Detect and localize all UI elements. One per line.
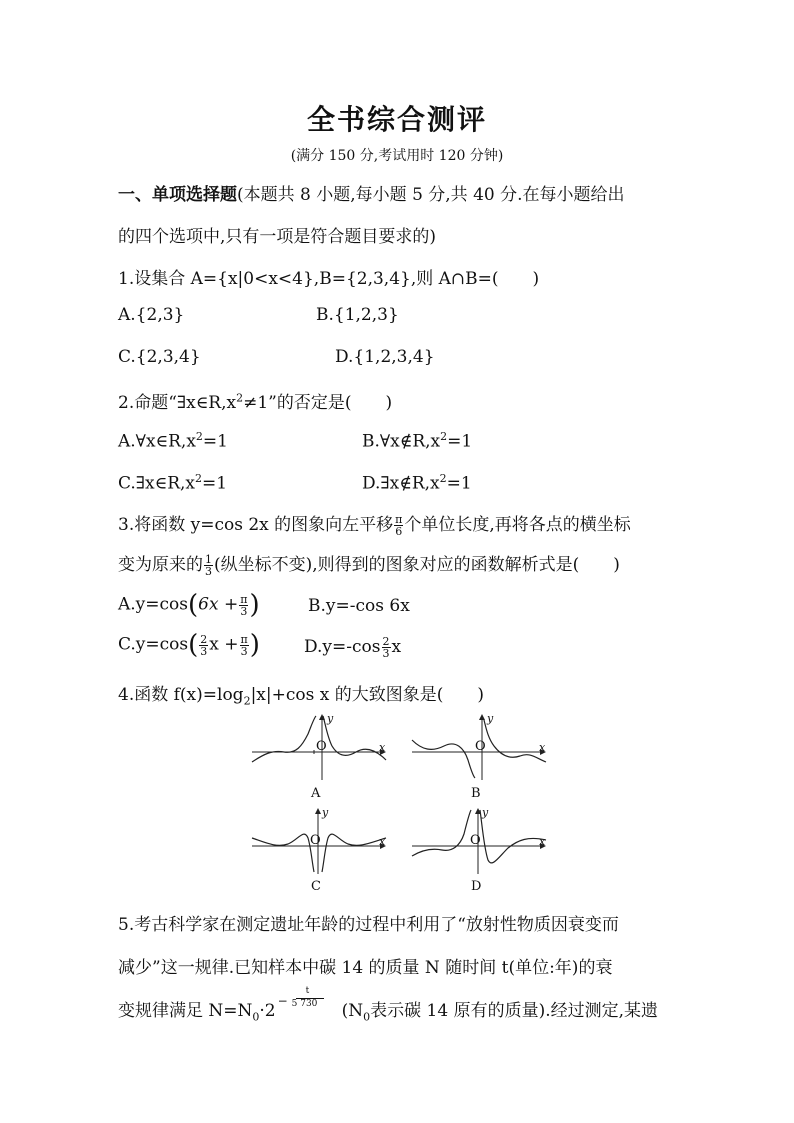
frac-numerator: 2 (200, 632, 208, 646)
fraction-two-thirds (382, 636, 391, 659)
q2-a-text: A.∀x∈R,x (118, 431, 196, 452)
q2-stem-exponent: 2 (236, 391, 244, 405)
q3-option-a (118, 590, 260, 620)
q3-option-c (118, 630, 260, 660)
q3-option-b: B.y=-cos 6x (308, 596, 410, 616)
graph-d-x-label: x (539, 835, 546, 848)
graph-a-origin: O (316, 739, 327, 754)
log-base: 2 (243, 694, 251, 708)
fraction-pi-over-3 (240, 634, 249, 657)
q2-stem-text-end: ≠1”的否定是( ) (243, 393, 393, 413)
left-paren: ( (188, 590, 199, 620)
page-title: 全书综合测评 (306, 103, 487, 136)
q3-d-text: D.y=-cos (304, 637, 381, 657)
q5-subscript: 0 (252, 1010, 260, 1024)
q2-option-a (118, 430, 228, 452)
graph-d-y-label: y (482, 806, 489, 819)
q5-exponent (276, 986, 342, 1016)
right-paren: ) (249, 630, 260, 660)
graph-a-x-label: x (379, 741, 386, 754)
q2-b-text-end: =1 (447, 431, 473, 452)
q2-option-c (118, 472, 227, 494)
graph-a-y-label: y (327, 712, 334, 725)
q3-line2-text: 变为原来的 (118, 555, 203, 575)
q5-note-text-end: 表示碳 14 原有的质量).经过测定,某遗 (370, 1001, 659, 1021)
question-3-line2 (118, 550, 620, 577)
q5-note-text: (N (341, 1001, 364, 1021)
q4-text: 4.函数 f(x)=log (118, 685, 244, 705)
exponent-minus: − (277, 994, 288, 1008)
exponent-numerator: t (305, 986, 310, 996)
exponent-denominator: 5 730 (291, 999, 318, 1009)
q2-d-text-end: =1 (446, 473, 472, 494)
q2-b-text: B.∀x∉R,x (362, 431, 441, 452)
graph-c-x-label: x (379, 835, 386, 848)
q3-text: 3.将函数 y=cos 2x 的图象向左平移 (118, 515, 394, 535)
q2-b-exponent: 2 (440, 430, 448, 443)
fraction-two-thirds (199, 634, 208, 657)
fraction-one-third (204, 554, 213, 577)
frac-numerator: 2 (382, 635, 390, 648)
q2-a-text-end: =1 (202, 431, 228, 452)
frac-denominator: 3 (382, 647, 390, 660)
q1-option-c: C.{2,3,4} (118, 347, 201, 367)
frac-denominator: 6 (395, 525, 403, 538)
graph-c-origin: O (310, 833, 321, 848)
frac-numerator: π (395, 513, 403, 526)
q3-d-text-end: x (391, 637, 402, 657)
left-paren: ( (188, 630, 199, 660)
fraction-pi-over-3 (239, 594, 248, 617)
frac-denominator: 3 (240, 604, 248, 618)
graph-b-origin: O (475, 739, 486, 754)
q1-option-a: A.{2,3} (118, 305, 185, 325)
question-5-line3 (118, 986, 659, 1024)
frac-numerator: π (240, 632, 248, 646)
q3-text-end: 个单位长度,再将各点的横坐标 (404, 515, 631, 535)
q4-text-end: |x|+cos x 的大致图象是( ) (250, 685, 485, 705)
question-5-line1: 5.考古科学家在测定遗址年龄的过程中利用了“放射性物质因衰变而 (118, 915, 619, 935)
right-paren: ) (249, 590, 260, 620)
question-1-stem: 1.设集合 A={x|0<x<4},B={2,3,4},则 A∩B=( ) (118, 269, 540, 289)
question-3-line1 (118, 510, 631, 537)
question-5-line2: 减少”这一规律.已知样本中碳 14 的质量 N 随时间 t(单位:年)的衰 (118, 958, 613, 978)
q2-option-d (362, 472, 472, 494)
q2-stem-text: 2.命题“∃x∈R,x (118, 393, 237, 413)
frac-numerator: π (240, 592, 248, 606)
q3-c-mid: x + (209, 634, 239, 655)
graph-c-y-label: y (322, 806, 329, 819)
q2-option-b (362, 430, 472, 452)
exam-info: (满分 150 分,考试用时 120 分钟) (290, 148, 504, 164)
graph-b-x-label: x (539, 741, 546, 754)
section-desc: (本题共 8 小题,每小题 5 分,共 40 分.在每小题给出 (237, 185, 625, 205)
q2-a-exponent: 2 (195, 430, 203, 443)
q2-d-text: D.∃x∉R,x (362, 473, 440, 494)
graph-a-label: A (311, 786, 321, 801)
q3-option-d (304, 636, 401, 659)
section-heading (118, 180, 625, 205)
q1-option-b: B.{1,2,3} (316, 305, 399, 325)
q3-a-inner: 6x + (198, 594, 239, 615)
graph-b-label: B (471, 786, 481, 801)
q3-a-text: A.y=cos (118, 594, 189, 615)
q2-c-text-end: =1 (202, 473, 228, 494)
q5-note-subscript: 0 (363, 1010, 371, 1024)
graph-d-origin: O (470, 833, 481, 848)
frac-denominator: 3 (200, 644, 208, 658)
q3-c-text: C.y=cos (118, 634, 189, 655)
graph-b-y-label: y (487, 712, 494, 725)
frac-denominator: 3 (205, 565, 212, 578)
q5-formula-base: ·2 (259, 1001, 276, 1021)
section-title: 一、单项选择题 (118, 185, 237, 205)
fraction-pi-over-6 (394, 514, 403, 537)
question-2-stem (118, 388, 392, 413)
q2-c-exponent: 2 (195, 472, 202, 485)
q5-formula-text: 变规律满足 N=N (118, 1001, 253, 1021)
graph-c-label: C (311, 879, 321, 894)
section-desc-line2: 的四个选项中,只有一项是符合题目要求的) (118, 227, 437, 247)
graph-d-label: D (471, 879, 482, 894)
q1-option-d: D.{1,2,3,4} (335, 347, 435, 367)
question-4-stem (118, 680, 484, 707)
frac-denominator: 3 (240, 644, 248, 658)
q2-c-text: C.∃x∈R,x (118, 473, 195, 494)
q2-d-exponent: 2 (439, 472, 447, 485)
frac-numerator: 1 (205, 553, 212, 566)
q3-line2-text-end: (纵坐标不变),则得到的图象对应的函数解析式是( ) (214, 555, 620, 575)
